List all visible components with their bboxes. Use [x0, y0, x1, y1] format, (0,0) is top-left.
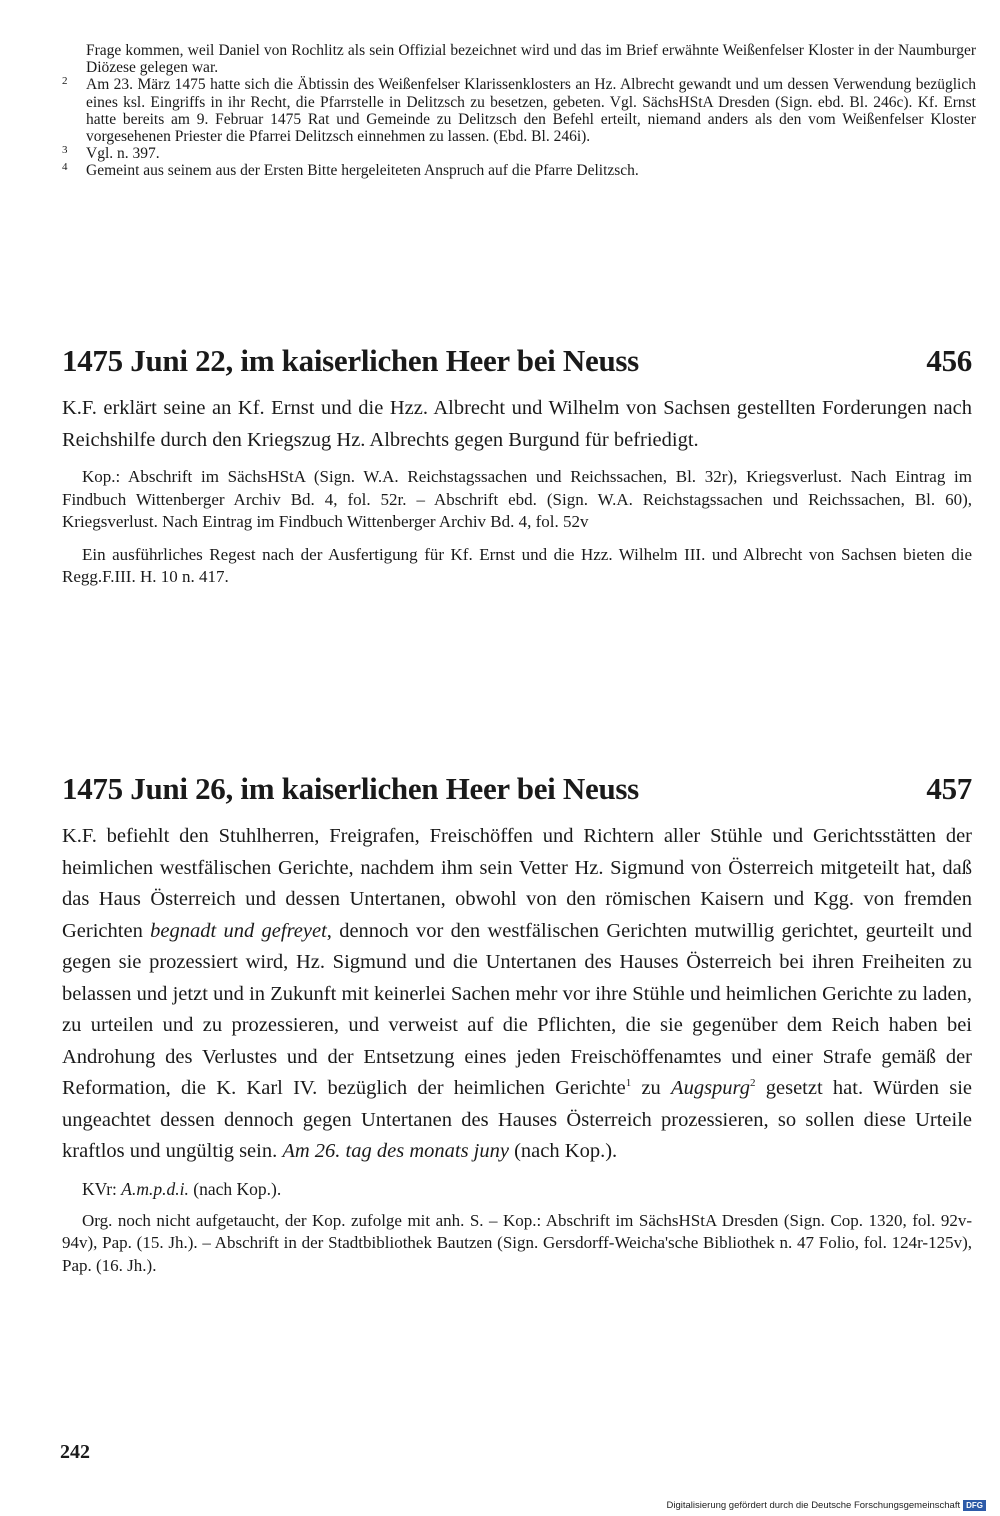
kvr-line: [62, 1178, 972, 1200]
regest-text: [62, 821, 972, 1168]
regest-reference-note: Ein ausführliches Regest nach der Ausfertigung für Kf. Ernst und die Hzz. Wilhelm III. und Albrecht von Sachsen bieten die Regg.F.III. H. 10 n. 417.: [62, 544, 972, 586]
kvr-abbreviation: A.m.p.d.i.: [121, 1178, 189, 1199]
footnote-text: Am 23. März 1475 hatte sich die Äbtissin des Weißenfelser Klarissenklosters an Hz. Albrecht gewandt und um dessen Verwendung bezüglich eines ksl. Eingriffs in ihr Recht, die Pfarrstelle in Delitzsch zu besetzen, gebeten. Vgl. SächsHStA Dresden (Sign. ebd. Bl. 246c). Kf. Ernst hatte bereits am 9. Februar 1475 Rat und Gemeinde zu Delitzsch den Befehl erteilt, niemand anders als den vom Weißenfelser Kloster vorgesehenen Priester die Pfarrei Delitzsch einnehmen zu lassen. (Ebd. Bl. 246i).: [86, 76, 976, 146]
funding-text: Digitalisierung gefördert durch die Deutsche Forschungsgemeinschaft: [666, 1500, 961, 1511]
entry-number: 456: [926, 343, 972, 378]
footnote-number: 4: [62, 161, 68, 174]
footnote-2: [62, 76, 976, 145]
entry-456: [62, 343, 972, 589]
copy-note: Kop.: Abschrift im SächsHStA (Sign. W.A. Reichstagssachen und Reichssachen, Bl. 32r), Kriegsverlust. Nach Eintrag im Findbuch Wittenberger Archiv Bd. 4, fol. 52r. – Abschrift ebd. (Sign. W.A. Reichstagssachen und Reichssachen, Bl. 60), Kriegsverlust. Nach Eintrag im Findbuch Wittenberger Archiv Bd. 4, fol. 52v: [62, 467, 972, 531]
entry-date-place: 1475 Juni 26, im kaiserlichen Heer bei Neuss: [62, 771, 639, 806]
funding-footer: [667, 1500, 987, 1511]
page-number: 242: [60, 1441, 90, 1463]
regest-segment: gesetzt hat. Würden sie ungeachtet dessen dennoch gegen Untertanen des Hauses Österreich prozessieren, so sollen diese Urteile kraftlos und ungültig sein.: [62, 1077, 972, 1162]
regest-segment: zu: [631, 1077, 672, 1099]
regest-segment: (nach Kop.).: [508, 1140, 618, 1162]
footnote-4: [62, 162, 976, 179]
footnote-number: 2: [62, 75, 68, 88]
quoted-phrase: Am 26. tag des monats juny: [282, 1140, 509, 1162]
footnote-ref: 1: [625, 1077, 632, 1090]
kvr-label: KVr:: [82, 1178, 122, 1199]
entry-number: 457: [926, 771, 972, 806]
footnote-number: 3: [62, 144, 68, 157]
original-note: Org. noch nicht aufgetaucht, der Kop. zufolge mit anh. S. – Kop.: Abschrift im SächsHStA Dresden (Sign. Cop. 1320, fol. 92v-94v), Pap. (15. Jh.). – Abschrift in der Stadtbibliothek Bautzen (Sign. Gersdorff-Weicha'sche Bibliothek n. 47 Folio, fol. 124r-125v), Pap. (16. Jh.).: [62, 1210, 972, 1275]
entry-457: [62, 771, 972, 1277]
kvr-rest: (nach Kop.).: [188, 1178, 282, 1199]
quoted-phrase: Augspurg: [671, 1077, 751, 1099]
footnote-3: [62, 145, 976, 162]
quoted-phrase: begnadt und gefreyet: [150, 919, 327, 942]
regest-text: K.F. erklärt seine an Kf. Ernst und die Hzz. Albrecht und Wilhelm von Sachsen gestellten Forderungen nach Reichshilfe durch den Kriegszug Hz. Albrechts gegen Burgund für befriedigt.: [62, 397, 972, 451]
entry-date-place: 1475 Juni 22, im kaiserlichen Heer bei Neuss: [62, 343, 639, 378]
footnotes: [62, 42, 976, 180]
regest-segment: , dennoch vor den westfälischen Gerichten mutwillig gerichtet, geurteilt und gegen sie prozessiert wird, Hz. Sigmund und die Untertanen des Hauses Österreich bei ihren Freiheiten zu belassen und jetzt und in Zukunft mit keinerlei Sachen mehr vor ihre Stühle und heimlichen Gerichte zu laden, zu urteilen und zu prozessieren, und verweist auf die Pflichten, die sie gegenüber dem Reich haben bei Androhung des Verlustes und der Entsetzung eines jeden Freischöffenamtes und einer Strafe gemäß der Reformation, die K. Karl IV. bezüglich der heimlichen Gerichte: [62, 919, 972, 1099]
footnote-text: Vgl. n. 397.: [86, 145, 160, 163]
footnote-continuation: Frage kommen, weil Daniel von Rochlitz als sein Offizial bezeichnet wird und das im Brief erwähnte Weißenfelser Kloster in der Naumburger Diözese gelegen war.: [86, 42, 976, 77]
footnote-text: Gemeint aus seinem aus der Ersten Bitte hergeleiteten Anspruch auf die Pfarre Delitzsch.: [86, 162, 639, 180]
dfg-logo: DFG: [963, 1500, 986, 1511]
entry-heading: [62, 343, 972, 379]
entry-heading: [62, 771, 972, 807]
regest-segment: K.F. befiehlt den Stuhlherren, Freigrafen, Freischöffen und Richtern aller Stühle und Gerichtsstätten der heimlichen westfälischen Gerichte, nachdem ihm sein Vetter Hz. Sigmund von Österreich mitgeteilt hat, daß das Haus Österreich und dessen Untertanen, obwohl von den römischen Kaisern und Kgg. von fremden Gerichten: [62, 825, 972, 942]
footnote-ref: 2: [750, 1077, 756, 1090]
